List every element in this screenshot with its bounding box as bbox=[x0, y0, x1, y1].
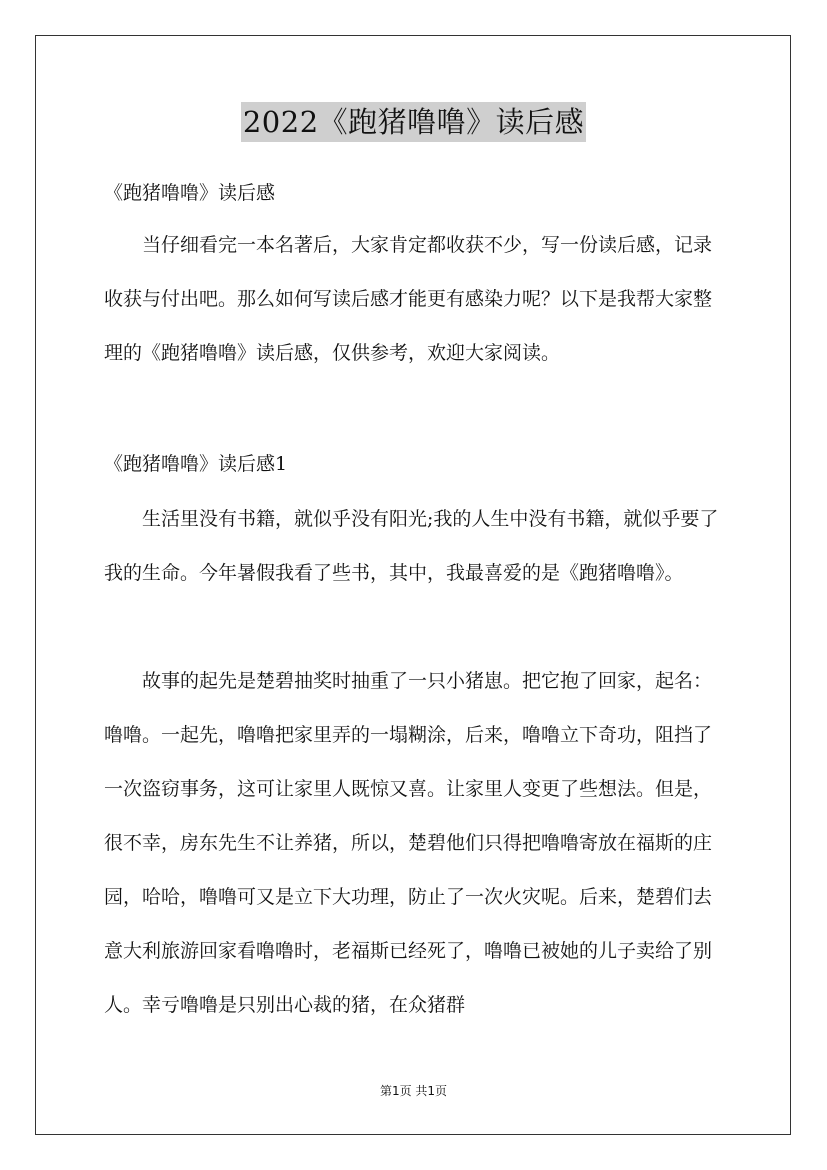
section-heading: 《跑猪噜噜》读后感1 bbox=[104, 453, 288, 475]
page-footer: 第1页 共1页 bbox=[379, 1084, 448, 1098]
title-container bbox=[0, 102, 827, 142]
intro-paragraph-text: 当仔细看完一本名著后，大家肯定都收获不少，写一份读后感，记录收获与付出吧。那么如何写读后感才能更有感染力呢？以下是我帮大家整理的《跑猪噜噜》读后感，仅供参考，欢迎大家阅读。 bbox=[104, 234, 713, 364]
body-paragraph-1-text: 生活里没有书籍，就似乎没有阳光;我的人生中没有书籍，就似乎要了我的生命。今年暑假我看了些书，其中，我最喜爱的是《跑猪噜噜》。 bbox=[104, 508, 719, 584]
body-paragraph-2 bbox=[104, 654, 724, 1032]
document-subtitle: 《跑猪噜噜》读后感 bbox=[104, 182, 276, 204]
intro-paragraph bbox=[104, 218, 724, 380]
document-title: 2022《跑猪噜噜》读后感 bbox=[241, 102, 586, 142]
body-paragraph-2-text: 故事的起先是楚碧抽奖时抽重了一只小猪崽。把它抱了回家，起名：噜噜。一起先，噜噜把家里弄的一塌糊涂，后来，噜噜立下奇功，阻挡了一次盗窃事务，这可让家里人既惊又喜。让家里人变更了些想法。但是，很不幸，房东先生不让养猪，所以，楚碧他们只得把噜噜寄放在福斯的庄园，哈哈，噜噜可又是立下大功理，防止了一次火灾呢。后来，楚碧们去意大利旅游回家看噜噜时，老福斯已经死了，噜噜已被她的儿子卖给了别人。幸亏噜噜是只别出心裁的猪，在众猪群 bbox=[104, 670, 713, 1016]
body-paragraph-1 bbox=[104, 492, 724, 600]
